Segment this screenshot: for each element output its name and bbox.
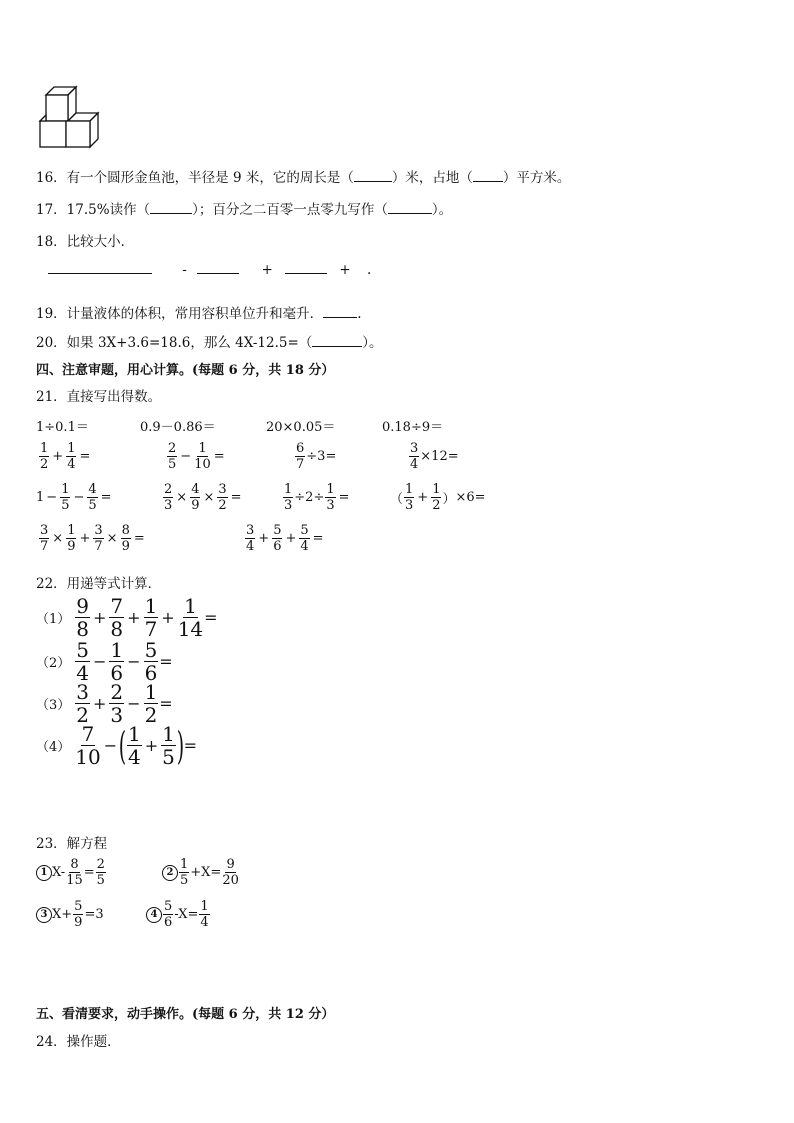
fraction: $\frac{1}{2}$	[144, 680, 158, 727]
question-22-title: 22．用递等式计算．	[36, 576, 162, 592]
fraction: $\frac{1}{3}$	[326, 482, 335, 513]
q18-sign-2: +	[261, 262, 273, 278]
fraction: $\frac{2}{5}$	[168, 441, 177, 472]
question-21-title: 21．直接写出得数。	[36, 389, 162, 405]
fraction: $\frac{3}{4}$	[246, 523, 255, 554]
q21-row1-item4: 0.18÷9＝	[382, 420, 444, 435]
q21-row1-item1: 1÷0.1＝	[36, 420, 89, 435]
circled-number-3: 3	[36, 907, 52, 923]
circled-number-2: 2	[162, 865, 178, 881]
fraction: $\frac{1}{5}$	[61, 482, 70, 513]
q16-text-2: ）米，占地（	[391, 170, 473, 186]
fraction: $\frac{3}{7}$	[40, 523, 49, 554]
fraction: $\frac{5}{4}$	[76, 638, 90, 685]
fraction: $\frac{1}{3}$	[284, 482, 293, 513]
fraction: $\frac{9}{20}$	[222, 857, 239, 888]
fraction: $\frac{1}{4}$	[67, 441, 76, 472]
fraction: $\frac{1}{3}$	[405, 482, 414, 513]
question-18-title: 18．比较大小．	[36, 234, 135, 250]
circled-number-4: 4	[146, 907, 162, 923]
question-19	[36, 302, 361, 322]
q23-equation-3: 3 X+ $\frac{5}{9}$ =3	[36, 900, 104, 929]
fraction: $\frac{5}{6}$	[144, 638, 158, 685]
q21-row3-item4: （ $\frac{1}{3}$ + $\frac{1}{2}$ ） ×6=	[390, 482, 486, 513]
fraction: $\frac{1}{2}$	[432, 482, 441, 513]
left-paren: (	[118, 723, 127, 768]
fraction: $\frac{3}{2}$	[218, 482, 227, 513]
q19-text-1: 19．计量液体的体积，常用容积单位升和毫升．	[36, 306, 324, 322]
section-5-heading: 五、看清要求，动手操作。(每题 6 分，共 12 分）	[36, 1007, 335, 1022]
fraction: $\frac{1}{2}$	[40, 441, 49, 472]
q19-text-2: .	[357, 306, 362, 322]
section-4-heading: 四、注意审题，用心计算。(每题 6 分，共 18 分）	[36, 363, 335, 378]
fraction: $\frac{1}{5}$	[162, 722, 175, 769]
fraction: $\frac{1}{10}$	[194, 441, 211, 472]
question-18-blanks	[48, 262, 371, 278]
q21-row1-item3: 20×0.05＝	[266, 420, 336, 435]
q17-text-3: ）。	[431, 202, 453, 218]
fraction: $\frac{5}{6}$	[273, 523, 282, 554]
fraction: $\frac{7}{10}$	[75, 722, 101, 769]
fraction: $\frac{1}{4}$	[127, 722, 141, 769]
fraction: $\frac{9}{8}$	[76, 594, 90, 641]
q19-blank	[323, 316, 357, 318]
q21-row2-item3: $\frac{6}{7}$ ÷3=	[296, 441, 337, 472]
q21-row2-item4: $\frac{3}{4}$ ×12=	[410, 441, 459, 472]
q16-text-1: 16．有一个圆形金鱼池，半径是 9 米，它的周长是（	[36, 170, 354, 186]
q16-text-3: ）平方米。	[502, 170, 571, 186]
fraction: $\frac{1}{4}$	[200, 899, 209, 930]
q17-text-2: ）；百分之二百零一点零九写作（	[192, 202, 388, 218]
fraction: $\frac{1}{9}$	[67, 523, 76, 554]
fraction: $\frac{5}{6}$	[164, 899, 173, 930]
q18-blank-1	[48, 272, 152, 274]
q22-problem-1: （1） $\frac{9}{8}$ + $\frac{7}{8}$ + $\frac{1}{7}$ + $\frac{1}{14}$ =	[36, 594, 218, 641]
q23-equation-4: 4 $\frac{5}{6}$ -X= $\frac{1}{4}$	[146, 900, 211, 929]
fraction: $\frac{1}{7}$	[144, 594, 158, 641]
q23-equation-2: 2 $\frac{1}{5}$ +X= $\frac{9}{20}$	[162, 858, 240, 887]
fraction: $\frac{1}{5}$	[180, 857, 189, 888]
q20-text-1: 20．如果 3X+3.6=18.6，那么 4X-12.5=（	[36, 335, 313, 351]
q18-blank-2	[197, 272, 239, 274]
q21-row2-item1: $\frac{1}{2}$ + $\frac{1}{4}$ =	[40, 441, 91, 472]
fraction: $\frac{1}{14}$	[177, 594, 204, 641]
q21-row4-item1: $\frac{3}{7}$ × $\frac{1}{9}$ + $\frac{3}{7}$ × $\frac{8}{9}$ =	[40, 523, 145, 554]
q17-text-1: 17．17.5%读作（	[36, 202, 151, 218]
q23-equation-1: 1 X- $\frac{8}{15}$ = $\frac{2}{5}$	[36, 858, 107, 887]
question-23-title: 23．解方程	[36, 836, 108, 852]
right-paren: )	[176, 723, 184, 768]
fraction: $\frac{6}{7}$	[296, 441, 305, 472]
q21-row2-item2: $\frac{2}{5}$ − $\frac{1}{10}$ =	[168, 441, 225, 472]
fraction: $\frac{3}{2}$	[76, 680, 90, 727]
q20-blank	[312, 345, 362, 347]
q21-row4-item2: $\frac{3}{4}$ + $\frac{5}{6}$ + $\frac{5}{4}$ =	[246, 523, 324, 554]
fraction: $\frac{4}{5}$	[88, 482, 97, 513]
q16-blank-circumference	[354, 180, 392, 182]
fraction: $\frac{2}{3}$	[164, 482, 173, 513]
fraction: $\frac{3}{4}$	[410, 441, 419, 472]
circled-number-1: 1	[36, 865, 52, 881]
q18-sign-1: -	[182, 262, 187, 278]
q21-row1-item2: 0.9－0.86＝	[140, 420, 216, 435]
fraction: $\frac{3}{7}$	[94, 523, 103, 554]
q21-row3-item3: $\frac{1}{3}$ ÷2÷ $\frac{1}{3}$ =	[284, 482, 350, 513]
q18-sign-3: +	[339, 262, 351, 278]
q22-problem-2: （2） $\frac{5}{4}$ − $\frac{1}{6}$ − $\frac{5}{6}$ =	[36, 638, 173, 685]
question-16	[36, 166, 570, 186]
question-20	[36, 331, 383, 351]
q18-blank-3	[285, 272, 327, 274]
q22-problem-3: （3） $\frac{3}{2}$ + $\frac{2}{3}$ − $\frac{1}{2}$ =	[36, 680, 173, 727]
q17-blank-write	[388, 212, 432, 214]
fraction: $\frac{5}{4}$	[300, 523, 309, 554]
fraction: $\frac{5}{9}$	[74, 899, 83, 930]
question-17	[36, 198, 452, 218]
q16-blank-area	[473, 180, 503, 182]
q18-sign-4: .	[366, 262, 372, 278]
fraction: $\frac{8}{15}$	[66, 857, 83, 888]
fraction: $\frac{2}{3}$	[110, 680, 124, 727]
fraction: $\frac{4}{9}$	[191, 482, 200, 513]
fraction: $\frac{8}{9}$	[121, 523, 130, 554]
q21-row3-item1: 1 − $\frac{1}{5}$ − $\frac{4}{5}$ =	[36, 482, 112, 513]
question-24-title: 24．操作题．	[36, 1034, 121, 1050]
stacked-cubes-figure	[36, 85, 106, 149]
q22-problem-4: （4） $\frac{7}{10}$ − ( $\frac{1}{4}$ + $\frac{1}{5}$ ) =	[36, 722, 198, 769]
fraction: $\frac{1}{6}$	[110, 638, 124, 685]
fraction: $\frac{2}{5}$	[96, 857, 105, 888]
q21-row3-item2: $\frac{2}{3}$ × $\frac{4}{9}$ × $\frac{3}{2}$ =	[164, 482, 242, 513]
fraction: $\frac{7}{8}$	[110, 594, 124, 641]
q20-text-2: ）。	[362, 335, 383, 351]
q17-blank-read	[150, 212, 192, 214]
